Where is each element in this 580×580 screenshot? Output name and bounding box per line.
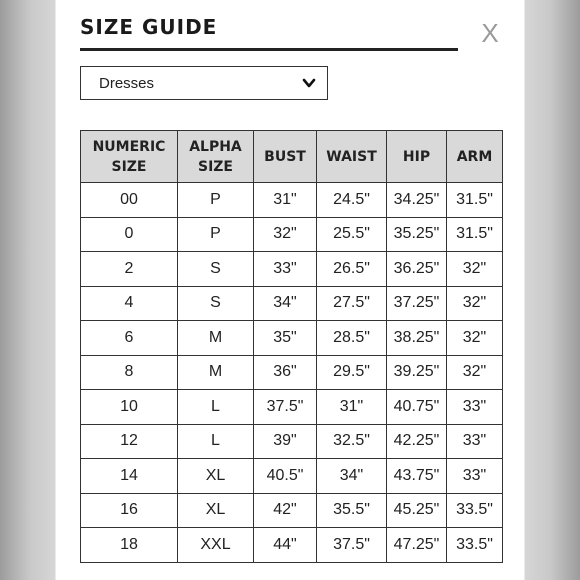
table-cell: 10 <box>81 390 178 425</box>
table-cell: 32" <box>447 286 503 321</box>
table-cell: 33" <box>447 390 503 425</box>
table-cell: 40.5" <box>254 459 317 494</box>
table-cell: 40.75" <box>387 390 447 425</box>
table-cell: 44" <box>254 528 317 563</box>
table-row <box>81 459 503 494</box>
page-title: SIZE GUIDE <box>80 15 218 39</box>
table-cell: 27.5" <box>317 286 387 321</box>
table-cell: XL <box>178 459 254 494</box>
table-cell: 37.5" <box>254 390 317 425</box>
table-cell: 36.25" <box>387 252 447 287</box>
table-cell: 26.5" <box>317 252 387 287</box>
table-cell: 35.25" <box>387 217 447 252</box>
table-cell: M <box>178 321 254 356</box>
table-cell: P <box>178 217 254 252</box>
table-cell: 34" <box>254 286 317 321</box>
table-cell: 39.25" <box>387 355 447 390</box>
table-cell: XL <box>178 493 254 528</box>
table-row <box>81 183 503 218</box>
table-cell: 32.5" <box>317 424 387 459</box>
table-row <box>81 493 503 528</box>
table-cell: 31" <box>254 183 317 218</box>
column-header-hip: HIP <box>387 131 447 183</box>
table-row <box>81 321 503 356</box>
table-cell: 43.75" <box>387 459 447 494</box>
chevron-down-icon <box>301 76 317 90</box>
table-cell: 32" <box>447 355 503 390</box>
table-cell: 31.5" <box>447 217 503 252</box>
table-cell: 42" <box>254 493 317 528</box>
table-cell: 35" <box>254 321 317 356</box>
column-header-numeric-size: NUMERIC SIZE <box>81 131 178 183</box>
table-cell: 32" <box>254 217 317 252</box>
close-icon[interactable]: X <box>481 18 499 48</box>
title-divider <box>80 48 458 51</box>
table-cell: 45.25" <box>387 493 447 528</box>
table-cell: XXL <box>178 528 254 563</box>
table-cell: 16 <box>81 493 178 528</box>
size-table <box>80 130 503 563</box>
table-cell: 33.5" <box>447 528 503 563</box>
table-cell: 32" <box>447 252 503 287</box>
table-cell: 37.5" <box>317 528 387 563</box>
table-cell: S <box>178 286 254 321</box>
table-cell: 31" <box>317 390 387 425</box>
table-cell: 33" <box>447 459 503 494</box>
column-header-waist: WAIST <box>317 131 387 183</box>
table-cell: 32" <box>447 321 503 356</box>
table-cell: 35.5" <box>317 493 387 528</box>
table-cell: 12 <box>81 424 178 459</box>
column-header-arm: ARM <box>447 131 503 183</box>
table-cell: 42.25" <box>387 424 447 459</box>
table-cell: 33" <box>447 424 503 459</box>
category-select[interactable] <box>80 66 328 100</box>
table-row <box>81 252 503 287</box>
table-cell: 28.5" <box>317 321 387 356</box>
table-cell: M <box>178 355 254 390</box>
table-cell: 33" <box>254 252 317 287</box>
table-cell: L <box>178 424 254 459</box>
table-cell: 34.25" <box>387 183 447 218</box>
table-row <box>81 528 503 563</box>
table-cell: 37.25" <box>387 286 447 321</box>
table-cell: 39" <box>254 424 317 459</box>
table-cell: 34" <box>317 459 387 494</box>
column-header-alpha-size: ALPHA SIZE <box>178 131 254 183</box>
table-row <box>81 286 503 321</box>
table-cell: P <box>178 183 254 218</box>
table-cell: S <box>178 252 254 287</box>
table-cell: 25.5" <box>317 217 387 252</box>
table-cell: 6 <box>81 321 178 356</box>
table-cell: 47.25" <box>387 528 447 563</box>
table-cell: 24.5" <box>317 183 387 218</box>
table-cell: 36" <box>254 355 317 390</box>
table-cell: 18 <box>81 528 178 563</box>
table-header-row <box>81 131 503 183</box>
table-cell: 0 <box>81 217 178 252</box>
table-row <box>81 217 503 252</box>
table-cell: 38.25" <box>387 321 447 356</box>
table-cell: 14 <box>81 459 178 494</box>
table-row <box>81 390 503 425</box>
column-header-bust: BUST <box>254 131 317 183</box>
table-cell: 4 <box>81 286 178 321</box>
table-cell: L <box>178 390 254 425</box>
table-cell: 31.5" <box>447 183 503 218</box>
table-cell: 2 <box>81 252 178 287</box>
category-select-value: Dresses <box>99 75 155 92</box>
table-cell: 00 <box>81 183 178 218</box>
table-cell: 29.5" <box>317 355 387 390</box>
table-cell: 8 <box>81 355 178 390</box>
table-cell: 33.5" <box>447 493 503 528</box>
table-row <box>81 355 503 390</box>
table-row <box>81 424 503 459</box>
